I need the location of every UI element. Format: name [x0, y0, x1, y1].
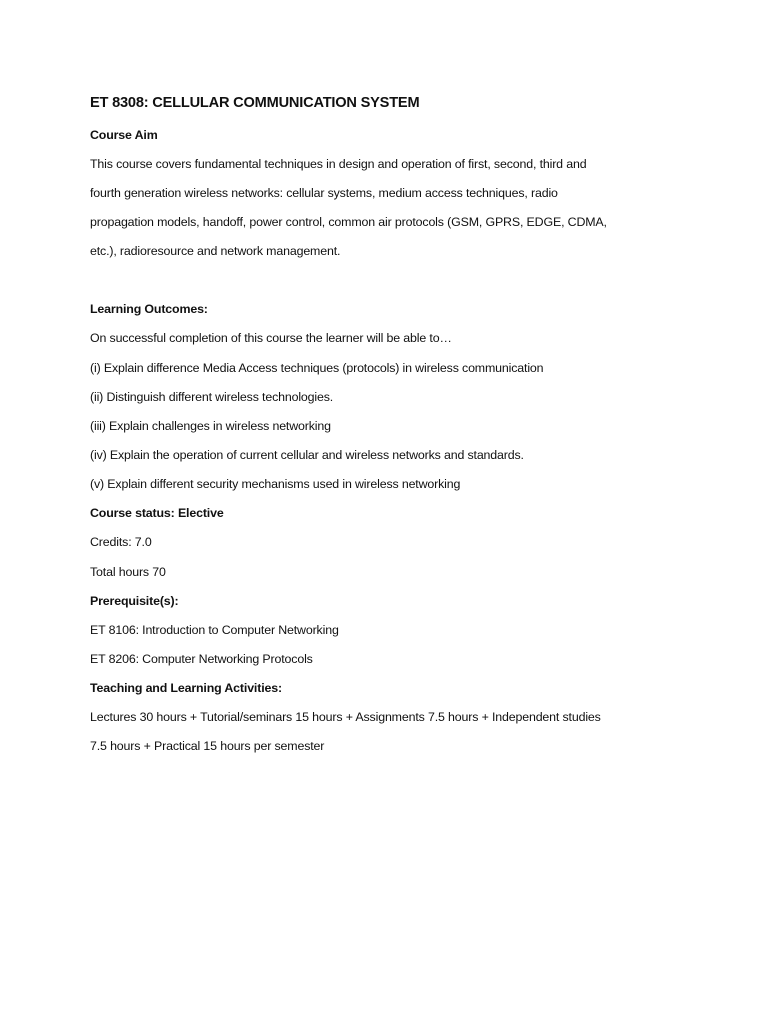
- learning-outcomes-heading: Learning Outcomes:: [90, 302, 208, 316]
- course-aim-line: propagation models, handoff, power control, common air protocols (GSM, GPRS, EDGE, CDMA,: [90, 215, 607, 229]
- outcome-item: (ii) Distinguish different wireless technologies.: [90, 390, 334, 404]
- prerequisite-item: ET 8106: Introduction to Computer Networking: [90, 623, 339, 637]
- teaching-heading: Teaching and Learning Activities:: [90, 681, 282, 695]
- prerequisite-item: ET 8206: Computer Networking Protocols: [90, 652, 313, 666]
- prerequisites-heading: Prerequisite(s):: [90, 594, 179, 608]
- page-title: ET 8308: CELLULAR COMMUNICATION SYSTEM: [90, 95, 420, 111]
- outcome-item: (i) Explain difference Media Access techniques (protocols) in wireless communication: [90, 361, 544, 375]
- course-aim-heading: Course Aim: [90, 128, 158, 142]
- course-status: Course status: Elective: [90, 506, 224, 520]
- teaching-line: 7.5 hours + Practical 15 hours per semester: [90, 739, 325, 753]
- course-aim-line: fourth generation wireless networks: cellular systems, medium access techniques, radio: [90, 186, 558, 200]
- outcome-item: (v) Explain different security mechanisms used in wireless networking: [90, 477, 461, 491]
- course-aim-line: This course covers fundamental techniques in design and operation of first, second, third and: [90, 157, 587, 171]
- teaching-line: Lectures 30 hours + Tutorial/seminars 15 hours + Assignments 7.5 hours + Independent studies: [90, 710, 601, 724]
- course-aim-line: etc.), radioresource and network management.: [90, 244, 341, 258]
- credits: Credits: 7.0: [90, 535, 152, 549]
- outcome-item: (iv) Explain the operation of current cellular and wireless networks and standards.: [90, 448, 524, 462]
- learning-outcomes-intro: On successful completion of this course the learner will be able to…: [90, 331, 452, 345]
- total-hours: Total hours 70: [90, 565, 166, 579]
- outcome-item: (iii) Explain challenges in wireless networking: [90, 419, 331, 433]
